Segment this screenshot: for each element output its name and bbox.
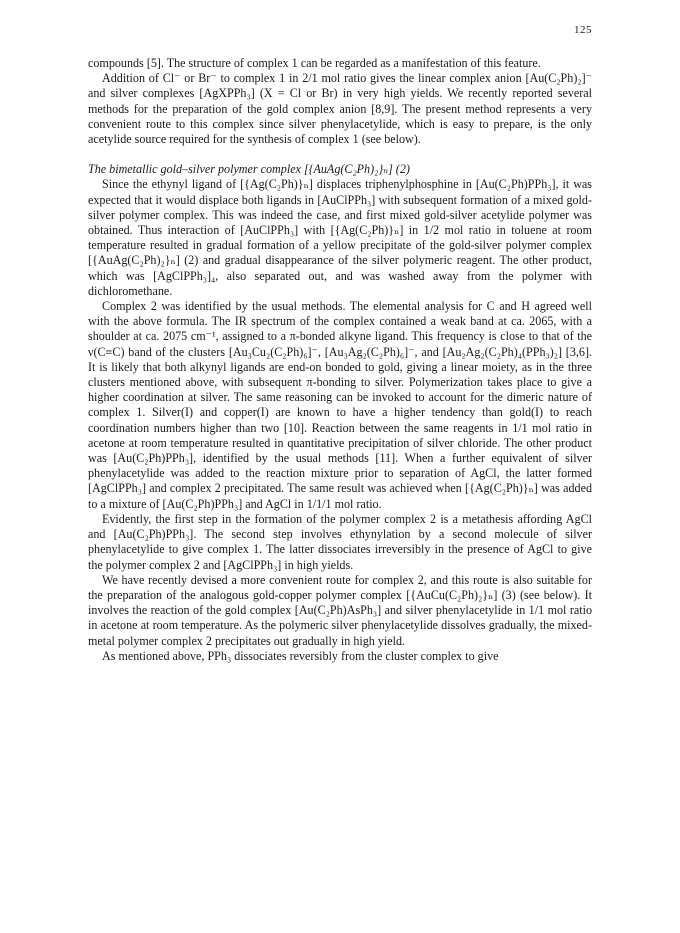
page-number: 125 xyxy=(574,24,592,36)
paragraph-identification: Complex 2 was identified by the usual methods. The elemental analysis for C and H agreed well with the above formula. The IR spectrum of the complex contained a weak band at ca. 2065, with a shoulder at ca. 2075 cm⁻¹, assigned to a π-bonded alkyne ligand. This frequency is close to that of the ν(C≡C) band of the clusters [Au₃Cu₂(C₂Ph)₆]⁻, [Au₃Ag₂(C₂Ph)₆]⁻, and [Au₂Ag₂(C₂Ph)₄(PPh₃)₂] [3,6]. It is likely that both alkynyl ligands are end-on bonded to gold, giving a linear moiety, as in the three clusters mentioned above, with subsequent π-bonding to silver. Polymerization takes place to give a higher coordination at silver. The same reasoning can be invoked to account for the dimeric nature of complex 1. Silver(I) and copper(I) are known to have a higher tendency than gold(I) to reach coordination numbers higher than two [10]. Reaction between the same reagents in 1/1 mol ratio in acetone at room temperature resulted in quantitative precipitation of silver chloride. The other product was [Au(C₂Ph)PPh₃], identified by the usual methods [11]. When a further equivalent of silver phenylacetylide was added to the reaction mixture prior to separation of AgCl, the latter formed [AgClPPh₃] and complex 2 precipitated. The same result was achieved when [{Ag(C₂Ph)}ₙ] was added to a mixture of [Au(C₂Ph)PPh₃] and AgCl in 1/1/1 mol ratio. xyxy=(88,299,592,511)
paragraph-new-route: We have recently devised a more convenient route for complex 2, and this route is also suitable for the preparation of the analogous gold-copper polymer complex [{AuCu(C₂Ph)₂}ₙ] (3) (see below). It involves the reaction of the gold complex [Au(C₂Ph)AsPh₃] and silver phenylacetylide in 1/1 mol ratio in acetone at room temperature. As the polymeric silver phenylacetylide dissolves gradually, the mixed-metal polymer complex 2 precipitates out gradually in high yield. xyxy=(88,572,592,648)
paragraph-polymer-formation: Since the ethynyl ligand of [{Ag(C₂Ph)}ₙ] displaces triphenylphosphine in [Au(C₂Ph)PPh₃], it was expected that it would displace both ligands in [AuClPPh₃] with subsequent formation of a mixed gold-silver polymer complex. This was indeed the case, and first mixed gold-silver acetylide polymer was obtained. Thus interaction of [AuClPPh₃] with [{Ag(C₂Ph)}ₙ] in 1/2 mol ratio in toluene at room temperature resulted in gradual formation of a yellow precipitate of the gold-silver polymer complex [{AuAg(C₂Ph)₂}ₙ] (2) and gradual disappearance of the silver polymeric reagent. The other product, which was [AgClPPh₃]₄, also separated out, and was washed away from the polymer with dichloromethane. xyxy=(88,177,592,298)
paragraph-continuation: compounds [5]. The structure of complex 1 can be regarded as a manifestation of this feature. xyxy=(88,56,541,70)
paragraph-anion-addition: Addition of Cl⁻ or Br⁻ to complex 1 in 2/1 mol ratio gives the linear complex anion [Au(C₂Ph)₂]⁻ and silver complexes [AgXPPh₃] (X = Cl or Br) in very high yields. We recently reported several methods for the preparation of the gold complex anion [8,9]. The present method represents a very convenient route to this complex since silver phenylacetylide, which is easy to prepare, is the only acetylide source required for the synthesis of complex 1 (see below). xyxy=(88,71,592,147)
paragraph-mechanism: Evidently, the first step in the formation of the polymer complex 2 is a metathesis affording AgCl and [Au(C₂Ph)PPh₃]. The second step involves ethynylation by a second molecule of silver phenylacetylide to give complex 1. The latter dissociates irreversibly in the presence of AgCl to give the polymer complex 2 and [AgClPPh₃] in high yields. xyxy=(88,511,592,572)
section-heading: The bimetallic gold–silver polymer complex [{AuAg(C₂Ph)₂}ₙ] (2) xyxy=(88,162,410,177)
body-text xyxy=(88,56,592,664)
paragraph-dissociation: As mentioned above, PPh₃ dissociates reversibly from the cluster complex to give xyxy=(102,648,499,663)
